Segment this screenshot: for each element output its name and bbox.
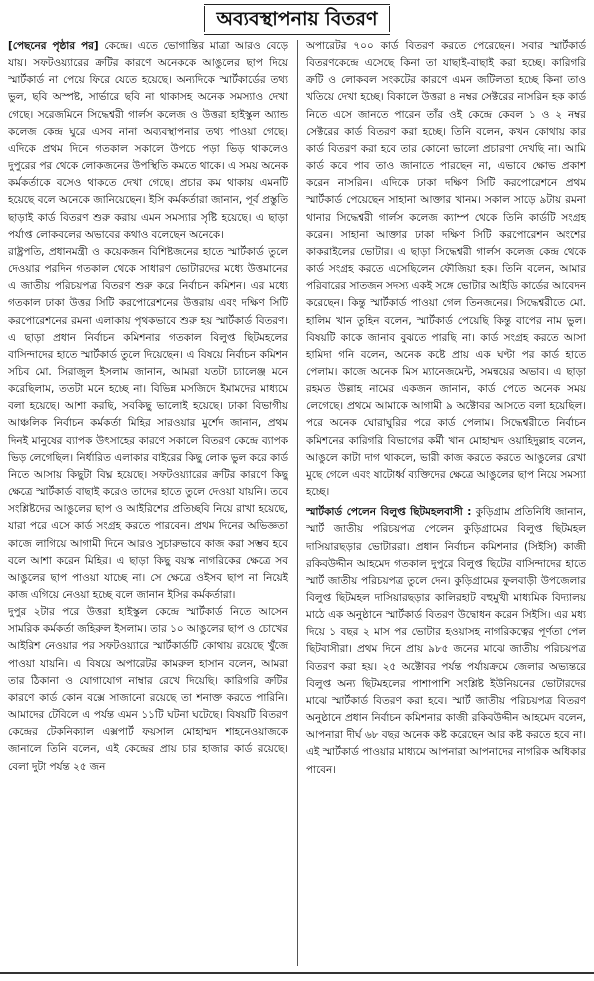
article-paragraph: অপারেটর ৭০০ কার্ড বিতরণ করতে পেরেছেন। সবার স্মার্টকার্ড বিতরণকেন্দ্রে এসেছে কিনা তা যাছাই-বাছাই করা হচ্ছে। কারিগরি ক্রটি ও লোকবল সংকটের কারণে এমন জটিলতা হচ্ছে কিনা তাও খতিয়ে দেখা হচ্ছে। বিকালে উত্তরা ৪ নম্বর সেক্টরের নাসরিন হক কার্ড নিতে এসে জানতে পারেন তাঁর ওই কেন্দ্রে কেবল ১ ও ২ নম্বর সেক্টরের কার্ড বিতরণ করা হচ্ছে। তিনি বলেন, কখন কোথায় কার কার্ড বিতরণ করা হবে তার কোনো ভালো প্রচারণা দেখছি না। আমি কার্ড কবে পাব তাও জানাতে পারছেন না, এভাবে ক্ষোভ প্রকাশ করেন নাসরিন। এদিকে ঢাকা দক্ষিণ সিটি করপোরেশনে প্রথম স্মার্টকার্ড পেয়েছেন সাহানা আক্তার খানম। সকাল সাড়ে ৯টায় রমনা থানার সিদ্ধেশ্বরী গার্লস কলেজ ক্যাম্প থেকে তিনি কার্ডটি সংগ্রহ করেন। সাহানা আক্তার ঢাকা দক্ষিণ সিটি করপোরেশন অংশের কাকরাইলের ভোটার। এ ছাড়া সিদ্ধেশ্বরী গার্লস কলেজ কেন্দ্র থেকে কার্ড সংগ্রহ করতে এসেছিলেন ফৌজিয়া হক। তিনি বলেন, আমার পরিবারের সাতজন সদস্য একই সঙ্গে ভোটার আইডি কার্ডের আবেদন করেছেন। কিন্তু স্মার্টকার্ড পাওয়া গেল তিনজনের। সিদ্ধেশ্বরীতে মো. হালিম খান তুহিন বলেন, স্মার্টকার্ড পেয়েছি কিন্তু বাপের নাম ভুল। বিষয়টি কাকে জানাব বুঝতে পারছি না। কার্ড সংগ্রহ করতে আসা হামিদা গনি বলেন, অনেক কষ্টে প্রায় এক ঘণ্টা পর কার্ড হাতে পেলাম। কাজে অনেক মিস ম্যানেজমেন্ট, সমন্বয়ের অভাব। এ ছাড়া রহমত উল্লাহ নামের একজন জানান, কার্ড পেতে অনেক সময় লেগেছে। প্রথমে আমাকে আগামী ৯ অক্টোবর আসতে বলা হয়েছিল। পরে অনেক ঘোরাঘুরির পরে কার্ড পেলাম। সিদ্ধেশ্বরীতে নির্বাচন কমিশনের কারিগরি বিভাগের কর্মী খান মোহাম্মদ ওয়াহিদুল্লাহ বলেন, আঙুলে কাটা দাগ থাকলে, ভারী কাজ করতে করতে আঙুলের রেখা মুছে গেলে এবং ষাটোর্ধ্ব ব্যক্তিদের ক্ষেত্রে আঙুলের ছাপ নিয়ে সমস্যা হচ্ছে। (306, 40, 586, 499)
paragraph-text: কেন্দ্রে। এতে ভোগান্তির মাত্রা আরও বেড়ে যায়। সফটওয়্যারের ক্রটির কারণে অনেককে আঙুলের ছাপ দিয়ে স্মার্টকার্ড না পেয়ে ফিরে যেতে হয়েছে। অন্যদিকে স্মার্টকার্ডের তথ্য ভুল, ছবি অস্পষ্ট, সার্ভারে ছবি না থাকাসহ অনেক সমস্যাও দেখা গেছে। সরেজমিনে সিদ্ধেশ্বরী গার্লস কলেজ ও উত্তরা হাইস্কুল অ্যান্ড কলেজ কেন্দ্র ঘুরে এসব নানা অব্যবস্থাপনার তথ্য পাওয়া গেছে। এদিকে প্রথম দিনে গতকাল সকালে উপচে পড়া ভিড় থাকলেও দুপুরের পর থেকে লোকজনের উপস্থিতি কমতে থাকে। এ সময় অনেক কর্মকর্তাকে বসেও থাকতে দেখা গেছে। প্রচার কম থাকায় এমনটি হয়েছে বলে অনেকে জানিয়েছেন। ইসি কর্মকর্তারা জানান, পূর্ব প্রস্তুতি ছাড়াই কার্ড বিতরণ শুরু করায় এমন সমস্যার সৃষ্টি হয়েছে। এ ছাড়া পর্যাপ্ত লোকবলের অভাবের কথাও বলেছেন অনেকে। (8, 40, 288, 241)
article-paragraph (8, 38, 288, 244)
bottom-rule (0, 972, 594, 974)
headline-bottom-rule (204, 34, 390, 35)
article-paragraph: দুপুর ২টার পরে উত্তরা হাইস্কুল কেন্দ্রে স্মার্টকার্ড নিতে আসেন সামরিক কর্মকর্তা জহিরুল ইসলাম। তার ১০ আঙুলের ছাপ ও চোখের আইরিশ নেওয়ার পর সফটওয়্যারে স্মার্টকার্ডটি কোথায় রয়েছে খুঁজে পাওয়া যায়নি। এ বিষয়ে অপারেটর কামরুল হাসান বলেন, আমরা তার ঠিকানা ও যোগাযোগ নাম্বার রেখে দিয়েছি। কারিগরি ক্রটির কারণে কার্ড কোন বক্সে সাজানো রয়েছে তা শনাক্ত করতে পারিনি। আমাদের টেবিলে এ পর্যন্ত এমন ১১টি ঘটনা ঘটেছে। বিষয়টি বিতরণ কেন্দ্রের টেকনিক্যাল এক্সপার্ট ফয়সাল মোহাম্মদ শাহনেওয়াজকে জানালে তিনি বলেন, এই কেন্দ্রের প্রায় চার হাজার কার্ড রয়েছে। বেলা দুটা পর্যন্ত ২৫ জন (8, 606, 288, 773)
right-column (306, 38, 586, 968)
article-paragraph (306, 504, 586, 779)
section-subhead: স্মার্টকার্ড পেলেন বিলুপ্ত ছিটমহলবাসী : (306, 506, 472, 519)
article-paragraph: রাষ্ট্রপতি, প্রধানমন্ত্রী ও কয়েকজন বিশিষ্টজনের হাতে স্মার্টকার্ড তুলে দেওয়ার পরদিন গতকাল থেকে সাধারণ ভোটারদের মধ্যে উত্তমানের এ জাতীয় পরিচয়পত্র বিতরণ শুরু করে নির্বাচন কমিশন। এর মধ্যে গতকাল ঢাকা উত্তর সিটি করপোরেশনের উত্তরায় এবং দক্ষিণ সিটি করপোরেশনের রমনা এলাকায় পৃথকভাবে শুরু হয় স্মার্টকার্ড বিতরণ। এ ছাড়া প্রধান নির্বাচন কমিশনার গতকাল বিলুপ্ত ছিটমহলের বাসিন্দাদের হাতে স্মার্টকার্ড তুলে দিয়েছেন। এ বিষয়ে নির্বাচন কমিশন সচিব মো. সিরাজুল ইসলাম জানান, আমরা যতটা চ্যালেঞ্জ মনে করেছিলাম, ততটা মনে হচ্ছে না। বিভিন্ন মসজিদে ইমামদের মাধ্যমে বলা হয়েছে। আশা করছি, সবকিছু ভালোই হয়েছে। ঢাকা বিভাগীয় আঞ্চলিক নির্বাচন কর্মকর্তা মিহির সারওয়ার মুর্শেদ জানান, প্রথম দিনই মানুষের ব্যাপক উৎসাহের কারণে সকালে বিতরণ কেন্দ্রে ব্যাপক ভিড় লেগেছিল। নির্ধারিত এলাকার বাইরের কিছু লোক ভুল করে কার্ড নিতে আসায় কিছুটা বিঘ্ন হয়েছে। সফটওয়্যারের ক্রটির কারণে কিছু ক্ষেত্রে স্মার্টকার্ড বাছাই করেও তাদের হাতে তুলে দেওয়া যায়নি। তবে সংশ্লিষ্টদের আঙুলের ছাপ ও আইরিশের প্রতিচ্ছবি নিয়ে রাখা হয়েছে, যারা পরে এসে কার্ড সংগ্রহ করতে পারবেন। প্রথম দিনের অভিজ্ঞতা কাজে লাগিয়ে আগামী দিনে আরও সুচারুভাবে কাজ করা সম্ভব হবে বলে আশা করেন মিহির। এ ছাড়া কিছু বয়স্ক নাগরিকের ক্ষেত্রে সব আঙুলের ছাপ পাওয়া যাচ্ছে না। সে ক্ষেত্রে ওইসব ছাপ না নিয়েই কাজ এগিয়ে নেওয়া হচ্ছে বলে জানান ইসির কর্মকর্তারা। (8, 245, 288, 601)
headline: অব্যবস্থাপনায় বিতরণ (204, 6, 391, 32)
paragraph-text: কুড়িগ্রাম প্রতিনিধি জানান, স্মার্ট জাতীয় পরিচয়পত্র পেলেন কুড়িগ্রামের বিলুপ্ত ছিটমহল দাসিয়ারছড়ার ভোটাররা। প্রধান নির্বাচন কমিশনার (সিইসি) কাজী রকিবউদ্দীন আহমেদ গতকাল দুপুরে বিলুপ্ত ছিটের বাসিন্দাদের হাতে স্মার্ট জাতীয় পরিচয়পত্র তুলে দেন। কুড়িগ্রামের ফুলবাড়ী উপজেলার বিলুপ্ত ছিটমহল দাসিয়ারছড়ার কালিরহাট বহুমুখী মাধ্যমিক বিদ্যালয় মাঠে এক অনুষ্ঠানে স্মার্টকার্ড বিতরণ উদ্বোধন করেন সিইসি। এর মধ্য দিয়ে ১ বছর ২ মাস পর ভোটার হওয়াসহ নাগরিকত্বের পূর্ণতা পেল ছিটবাসীরা। প্রথম দিনে প্রায় ৯৮৫ জনের মাঝে জাতীয় পরিচয়পত্র বিতরণ করা হয়। ২৫ অক্টোবর পর্যন্ত পর্যায়ক্রমে জেলার অভ্যন্তরে বিলুপ্ত অন্য ছিটমহলের পাশাপাশি সংশ্লিষ্ট ইউনিয়নের ভোটারদের মাঝে স্মার্টকার্ড বিতরণ করা হবে। স্মার্ট জাতীয় পরিচয়পত্র বিতরণ অনুষ্ঠানে প্রধান নির্বাচন কমিশনার কাজী রকিবউদ্দীন আহমেদ বলেন, আপনারা দীর্ঘ ৬৮ বছর অনেক কষ্ট করেছেন আর কষ্ট করতে হবে না। এই স্মার্টকার্ড পাওয়ার মাধ্যমে আপনারা আপনাদের নাগরিক অধিকার পাবেন। (306, 506, 586, 776)
continued-from-kicker: [পেছনের পৃষ্ঠার পর] (8, 40, 99, 52)
left-column (8, 38, 288, 968)
column-divider (297, 40, 298, 966)
